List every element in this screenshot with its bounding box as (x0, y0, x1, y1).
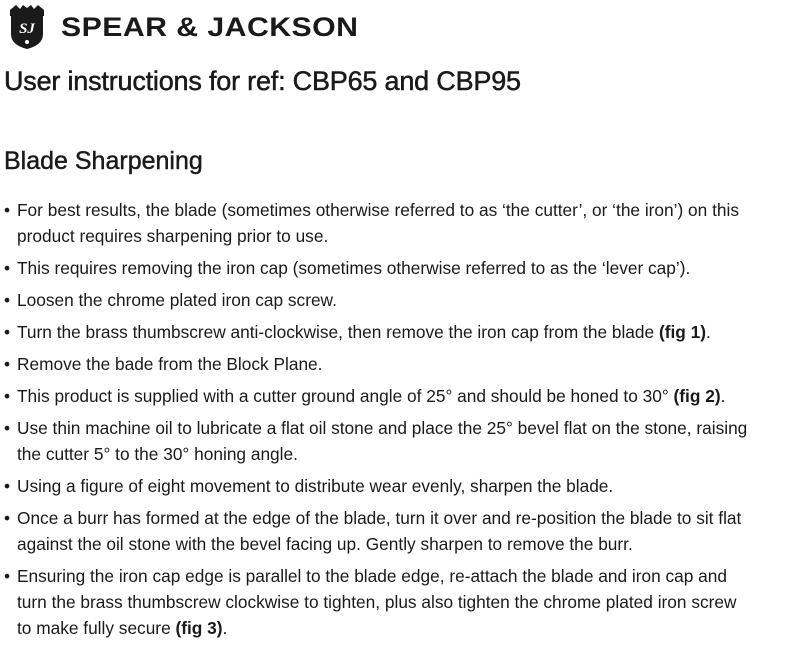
instruction-item (0, 255, 800, 281)
instruction-item (0, 197, 800, 249)
instruction-line: • Use thin machine oil to lubricate a flat oil stone and place the 25° bevel flat on the stone, raising (17, 418, 748, 438)
instruction-item (0, 287, 800, 313)
instruction-item (0, 415, 800, 467)
instruction-line: • Remove the bade from the Block Plane. (17, 354, 323, 374)
instruction-line (17, 319, 800, 345)
instruction-item (0, 563, 800, 641)
instruction-line: against the oil stone with the bevel facing up. Gently sharpen to remove the burr. (17, 534, 633, 554)
instruction-suffix: . (705, 322, 711, 342)
instruction-item (0, 383, 800, 409)
instruction-text: Turn the brass thumbscrew anti-clockwise, then remove the iron cap from the blade (17, 322, 659, 342)
instruction-suffix: . (720, 386, 726, 406)
instruction-line (17, 615, 800, 641)
instruction-line: • Ensuring the iron cap edge is parallel to the blade edge, re-attach the blade and iron cap and (17, 566, 727, 586)
instruction-item (0, 473, 800, 499)
instruction-suffix: . (222, 618, 228, 638)
instruction-line: • For best results, the blade (sometimes otherwise referred to as ‘the cutter’, or ‘the iron’) on this (17, 200, 739, 220)
document-title: User instructions for ref: CBP65 and CBP95 (4, 66, 521, 96)
instruction-line: • Once a burr has formed at the edge of the blade, turn it over and re-position the blade to sit flat (17, 508, 742, 528)
instruction-line: turn the brass thumbscrew clockwise to tighten, plus also tighten the chrome plated iron screw (17, 592, 737, 612)
instruction-item (0, 505, 800, 557)
instruction-line (17, 383, 800, 409)
instruction-list (0, 197, 800, 647)
sj-crest-logo-icon (7, 4, 47, 50)
instruction-line: • Using a figure of eight movement to distribute wear evenly, sharpen the blade. (17, 476, 614, 496)
instruction-line: • This requires removing the iron cap (sometimes otherwise referred to as the ‘lever cap’). (17, 258, 691, 278)
instruction-item (0, 351, 800, 377)
section-title: Blade Sharpening (4, 147, 203, 175)
brand-name: SPEAR & JACKSON (61, 11, 359, 42)
instruction-text: to make fully secure (17, 618, 176, 638)
figure-reference: (fig 3) (175, 618, 223, 638)
instruction-text: This product is supplied with a cutter ground angle of 25° and should be honed to 30° (17, 386, 674, 406)
figure-reference: (fig 1) (658, 322, 706, 342)
figure-reference: (fig 2) (673, 386, 721, 406)
logo-letters: SJ (19, 21, 35, 37)
brand-header (7, 4, 359, 50)
instruction-line: the cutter 5° to the 30° honing angle. (17, 444, 298, 464)
instruction-line: product requires sharpening prior to use. (17, 226, 329, 246)
instruction-line: • Loosen the chrome plated iron cap screw. (17, 290, 337, 310)
instruction-item (0, 319, 800, 345)
